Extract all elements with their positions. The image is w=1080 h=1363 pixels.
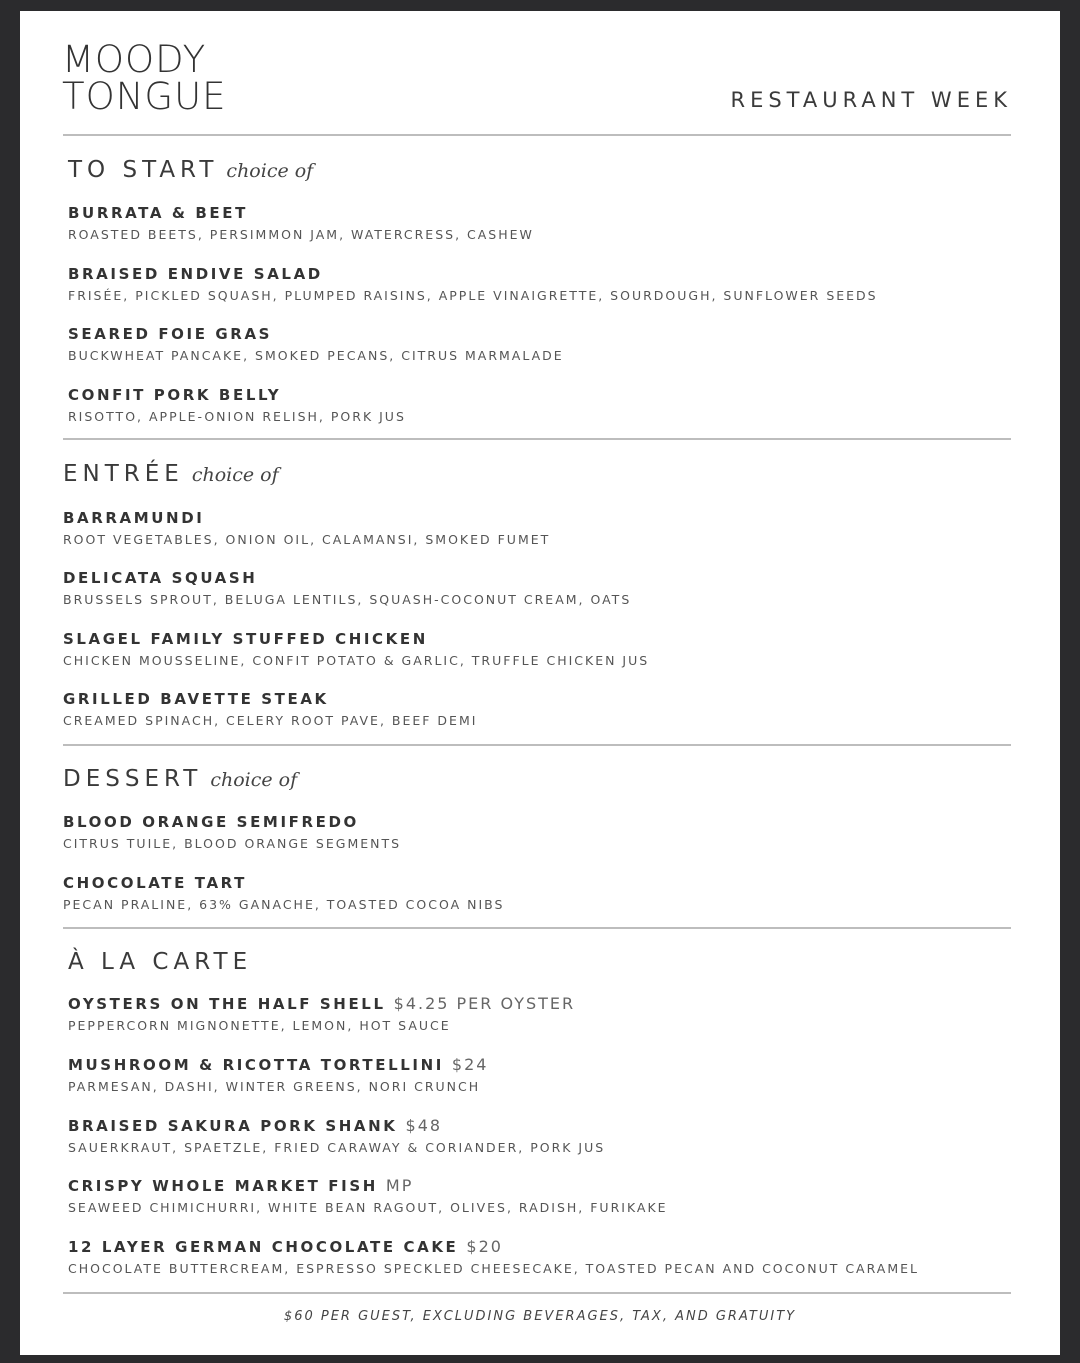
item-price: $48: [405, 1116, 443, 1135]
item-name: [68, 995, 575, 1013]
item-description: CHOCOLATE BUTTERCREAM, ESPRESSO SPECKLED CHEESECAKE, TOASTED PECAN AND COCONUT CARAMEL: [68, 1261, 919, 1276]
item-name: BARRAMUNDI: [63, 509, 205, 527]
menu-item: [68, 1056, 488, 1094]
item-name: SLAGEL FAMILY STUFFED CHICKEN: [63, 630, 428, 648]
item-name: [68, 1238, 919, 1256]
section-title-dessert: [63, 766, 297, 792]
divider: [63, 134, 1011, 136]
divider: [63, 1292, 1011, 1294]
item-name-text: OYSTERS ON THE HALF SHELL: [68, 995, 386, 1013]
menu-item: [68, 1177, 668, 1215]
item-price: $24: [451, 1055, 489, 1074]
section-subtitle: choice of: [226, 160, 314, 182]
menu-item: [63, 509, 550, 547]
moody-tongue-logo: [62, 38, 227, 118]
item-description: BRUSSELS SPROUT, BELUGA LENTILS, SQUASH-COCONUT CREAM, OATS: [63, 592, 632, 607]
item-description: ROOT VEGETABLES, ONION OIL, CALAMANSI, SMOKED FUMET: [63, 532, 551, 547]
item-price: $4.25 PER OYSTER: [393, 994, 576, 1013]
item-name: DELICATA SQUASH: [63, 569, 258, 587]
section-title-entree: [63, 461, 279, 487]
item-name: BURRATA & BEET: [68, 204, 248, 222]
menu-item: [63, 874, 504, 912]
item-description: CITRUS TUILE, BLOOD ORANGE SEGMENTS: [63, 836, 402, 851]
menu-item: [68, 204, 534, 242]
item-name: [68, 1117, 605, 1135]
menu-item: [68, 386, 406, 424]
menu-item: [63, 813, 401, 851]
item-description: FRISÉE, PICKLED SQUASH, PLUMPED RAISINS, APPLE VINAIGRETTE, SOURDOUGH, SUNFLOWER SEEDS: [68, 288, 878, 303]
item-description: PECAN PRALINE, 63% GANACHE, TOASTED COCOA NIBS: [63, 897, 505, 912]
item-name: SEARED FOIE GRAS: [68, 325, 273, 343]
item-price: MP: [385, 1176, 414, 1195]
item-description: ROASTED BEETS, PERSIMMON JAM, WATERCRESS, CASHEW: [68, 227, 534, 242]
divider: [63, 927, 1011, 929]
item-description: BUCKWHEAT PANCAKE, SMOKED PECANS, CITRUS MARMALADE: [68, 348, 564, 363]
section-subtitle: choice of: [191, 464, 279, 486]
item-price: $20: [466, 1237, 503, 1256]
item-name-text: CRISPY WHOLE MARKET FISH: [68, 1177, 378, 1195]
price-note: $60 PER GUEST, EXCLUDING BEVERAGES, TAX, AND GRATUITY: [283, 1309, 797, 1324]
item-description: CREAMED SPINACH, CELERY ROOT PAVE, BEEF DEMI: [63, 713, 478, 728]
item-description: SAUERKRAUT, SPAETZLE, FRIED CARAWAY & CORIANDER, PORK JUS: [68, 1140, 606, 1155]
item-name: GRILLED BAVETTE STEAK: [63, 690, 329, 708]
divider: [63, 744, 1011, 746]
item-description: CHICKEN MOUSSELINE, CONFIT POTATO & GARLIC, TRUFFLE CHICKEN JUS: [63, 653, 650, 668]
menu-item: [68, 995, 575, 1033]
item-description: RISOTTO, APPLE-ONION RELISH, PORK JUS: [68, 409, 406, 424]
item-name: [68, 1177, 668, 1195]
section-title-to-start: [68, 157, 313, 183]
section-heading: ENTRÉE: [63, 461, 184, 487]
item-description: PARMESAN, DASHI, WINTER GREENS, NORI CRUNCH: [68, 1079, 481, 1094]
menu-item: [68, 265, 878, 303]
menu-item: [63, 569, 631, 607]
item-description: SEAWEED CHIMICHURRI, WHITE BEAN RAGOUT, OLIVES, RADISH, FURIKAKE: [68, 1200, 668, 1215]
item-name: CONFIT PORK BELLY: [68, 386, 282, 404]
item-name-text: MUSHROOM & RICOTTA TORTELLINI: [68, 1056, 444, 1074]
menu-item: [68, 325, 564, 363]
menu-item: [63, 690, 477, 728]
menu-item: [63, 630, 649, 668]
item-name: CHOCOLATE TART: [63, 874, 247, 892]
menu-item: [68, 1117, 605, 1155]
section-heading: À LA CARTE: [68, 949, 253, 975]
menu-item: [68, 1238, 919, 1276]
section-heading: TO START: [68, 157, 219, 183]
menu-page: [20, 11, 1060, 1355]
page-title: RESTAURANT WEEK: [730, 88, 1012, 112]
section-subtitle: choice of: [210, 769, 298, 791]
logo-line-2: TONGUE: [62, 75, 227, 118]
section-title-a-la-carte: [68, 949, 252, 975]
logo-line-1: MOODY: [62, 38, 207, 81]
item-name-text: 12 LAYER GERMAN CHOCOLATE CAKE: [68, 1238, 459, 1256]
item-name: BLOOD ORANGE SEMIFREDO: [63, 813, 359, 831]
item-name-text: BRAISED SAKURA PORK SHANK: [68, 1117, 398, 1135]
divider: [63, 438, 1011, 440]
item-name: BRAISED ENDIVE SALAD: [68, 265, 323, 283]
item-description: PEPPERCORN MIGNONETTE, LEMON, HOT SAUCE: [68, 1018, 451, 1033]
section-heading: DESSERT: [63, 766, 203, 792]
item-name: [68, 1056, 488, 1074]
